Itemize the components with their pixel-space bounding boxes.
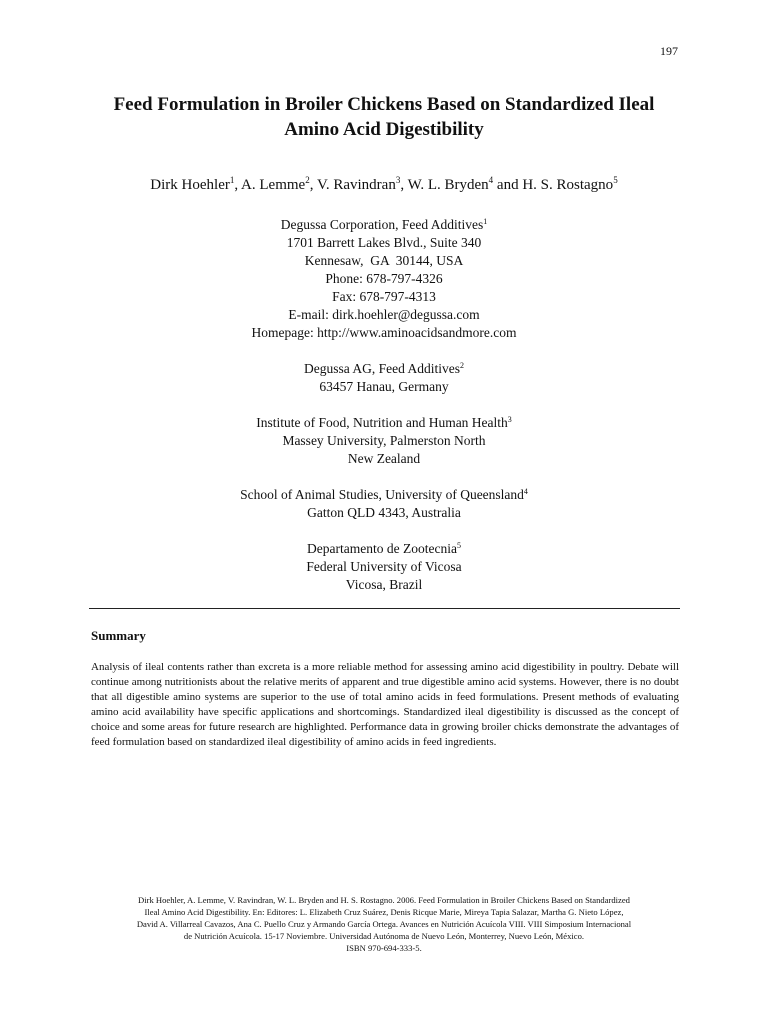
affiliation-3: Institute of Food, Nutrition and Human Health$^3$ Massey University, Palmerston North New Zealand — [256, 415, 512, 466]
title-line-2: Amino Acid Digestibility — [284, 119, 484, 140]
summary-heading: Summary — [91, 628, 146, 643]
citation-line: David A. Villarreal Cavazos, Ana C. Puello Cruz y Armando García Ortega. Avances en Nutrición Acuícola VIII. VIII Simposium Internacional — [136, 919, 632, 929]
citation-isbn: ISBN 970-694-333-5. — [346, 943, 422, 953]
citation-line: de Nutrición Acuícola. 15-17 Noviembre. Universidad Autónoma de Nuevo León, Monterrey, Nuevo León, México. — [183, 931, 585, 941]
citation-footer — [86, 894, 682, 954]
affiliations — [60, 216, 708, 612]
citation-line: Ileal Amino Acid Digestibility. En: Editores: L. Elizabeth Cruz Suárez, Denis Ricque Marie, Mireya Tapia Salazar, Martha G. Nieto López, — [144, 907, 624, 917]
author-affiliation-mark: 5 — [613, 175, 618, 185]
author: W. L. Bryden$^4$ and — [407, 175, 523, 193]
summary-paragraph: Analysis of ileal contents rather than excreta is a more reliable method for assessing amino acid digestibility in poultry. Debate will continue among nutritionists about the relative merits of apparent and true digestible amino acid systems. However, there is no doubt that all digestible amino systems are superior to the use of total amino acids in feed formulations. Present methods of evaluating amino acid availability have specific applications and shortcomings. Standardized ileal digestibility is discussed as the concept of choice and some areas for future research are highlighted. Performance data in growing broiler chicks demonstrate the advantages of feed formulation based on standardized ileal digestibility of amino acids in feed ingredients. — [91, 661, 679, 748]
author-list — [60, 174, 708, 196]
contact-email: E-mail: dirk.hoehler@degussa.com — [288, 307, 480, 322]
title-line-1: Feed Formulation in Broiler Chickens Based on Standardized Ileal — [113, 94, 655, 115]
section-divider — [89, 608, 680, 609]
author-affiliation-mark: 4 — [488, 175, 494, 185]
author-affiliation-mark: 2 — [305, 175, 310, 185]
author-affiliation-mark: 3 — [395, 175, 401, 185]
affiliation-1: Degussa Corporation, Feed Additives$^1$ 1701 Barrett Lakes Blvd., Suite 340 Kennesaw, GA 30144, USA Phone: 678-797-4326 Fax: 678-797-4313 E-mail: dirk.hoehler@degussa.com Homepage: http://www.aminoacidsandmore.com — [60, 216, 708, 342]
author-affiliation-mark: 1 — [229, 175, 235, 185]
author: V. Ravindran$^3$, — [316, 175, 408, 193]
author: A. Lemme$^2$, — [241, 175, 317, 193]
page-number: 197 — [660, 44, 678, 58]
citation-line: Dirk Hoehler, A. Lemme, V. Ravindran, W. L. Bryden and H. S. Rostagno. 2006. Feed Formulation in Broiler Chickens Based on Standardized — [138, 895, 630, 905]
affiliation-2: Degussa AG, Feed Additives$^2$ 63457 Hanau, Germany — [304, 361, 464, 394]
affiliation-4: School of Animal Studies, University of Queensland$^4$ Gatton QLD 4343, Australia — [240, 487, 528, 520]
author: H. S. Rostagno$^5$ — [522, 175, 618, 193]
affiliation-5: Departamento de Zootecnia$^5$ Federal University of Vicosa Vicosa, Brazil — [306, 541, 462, 592]
author: Dirk Hoehler$^1$, — [150, 175, 242, 193]
paper-title — [60, 92, 708, 142]
homepage-url: Homepage: http://www.aminoacidsandmore.com — [251, 325, 517, 340]
